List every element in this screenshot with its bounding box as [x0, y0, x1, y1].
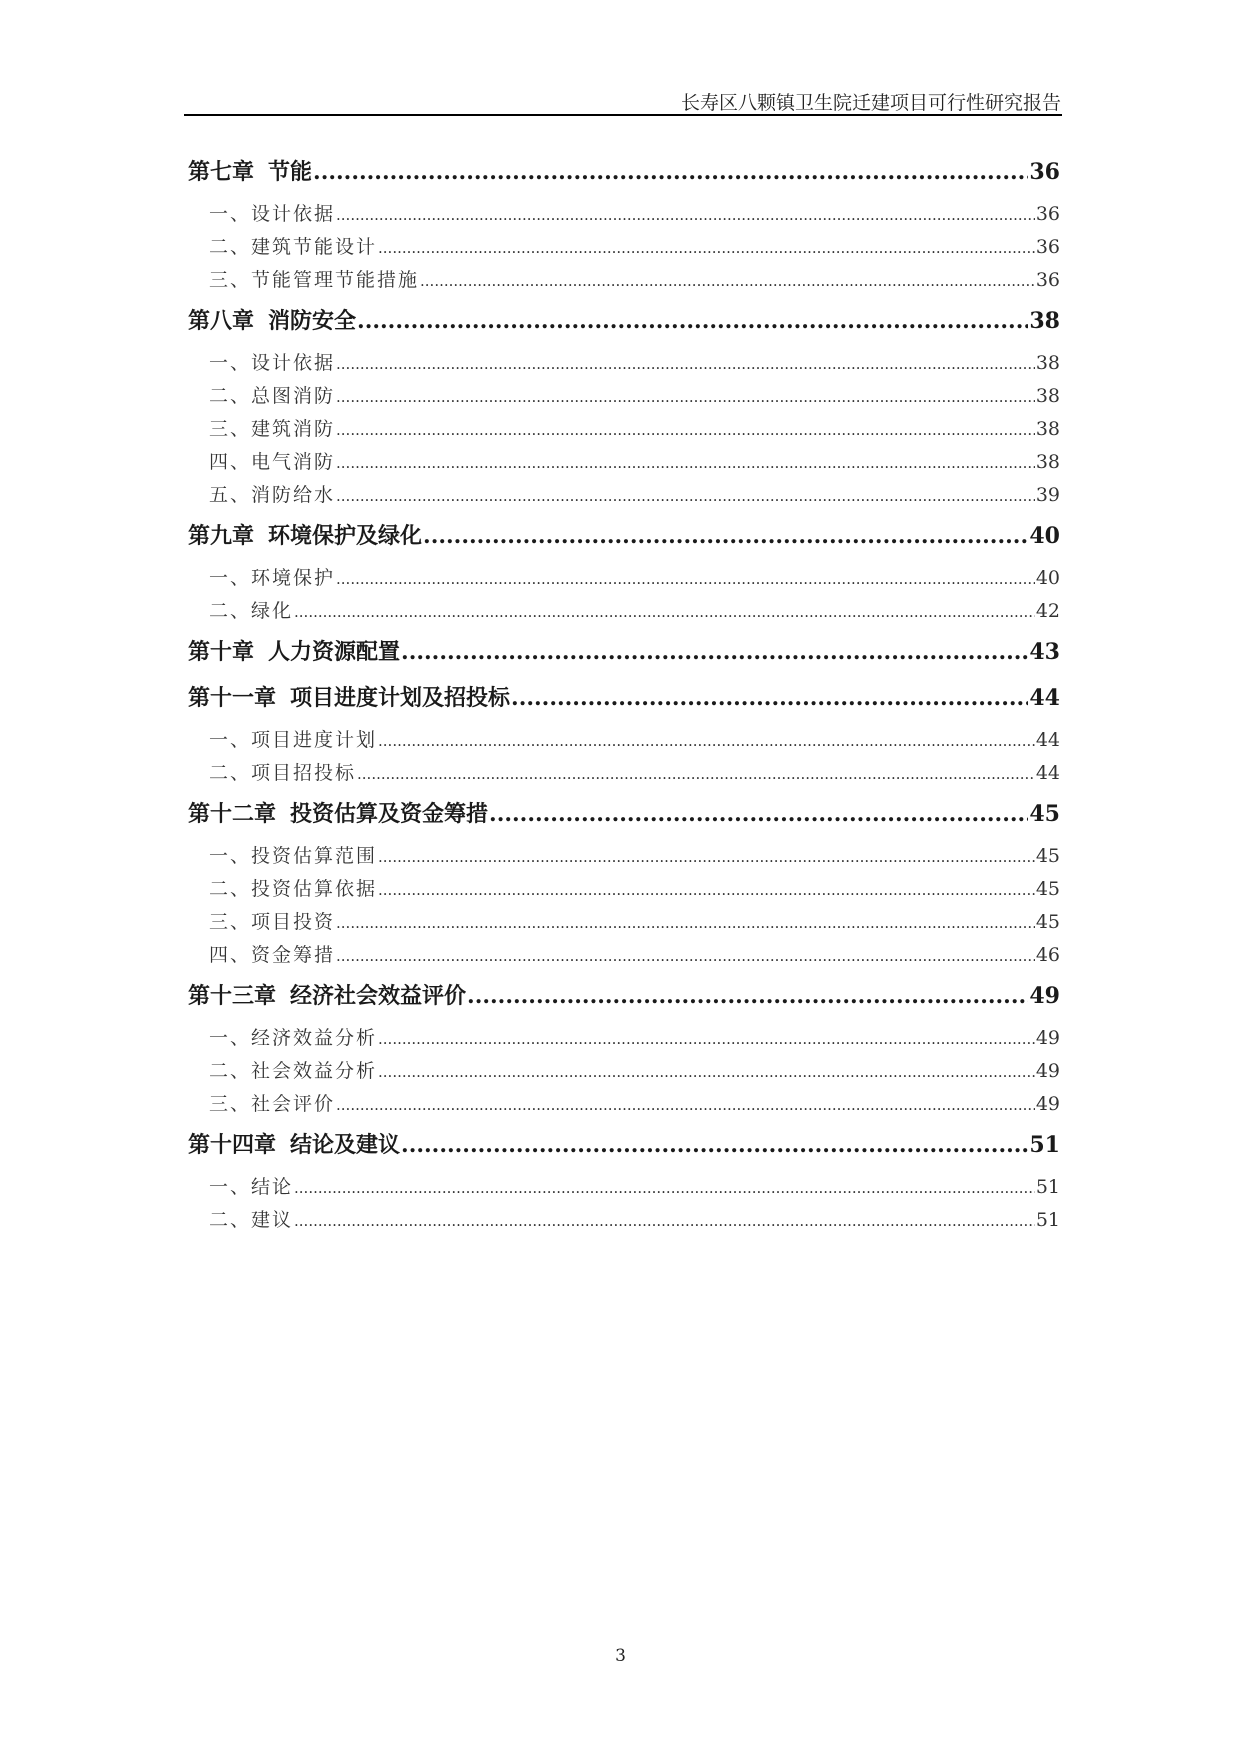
dot-leader — [336, 480, 1035, 512]
toc-page-number: 49 — [1035, 1093, 1060, 1115]
toc-page-number: 51 — [1035, 1209, 1060, 1231]
chapter-number: 第十二章 — [188, 801, 277, 827]
toc-page-number: 39 — [1035, 484, 1060, 506]
toc-page-number: 42 — [1035, 600, 1060, 622]
toc-section-entry[interactable] — [188, 562, 1060, 595]
toc-entry-title: 二、社会效益分析 — [209, 1060, 378, 1082]
running-header-title: 长寿区八颗镇卫生院迁建项目可行性研究报告 — [680, 92, 1061, 114]
toc-entry-title: 一、设计依据 — [209, 203, 336, 225]
toc-entry-title: 五、消防给水 — [209, 484, 336, 506]
toc-section-entry[interactable] — [188, 724, 1060, 757]
toc-page-number: 45 — [1035, 911, 1060, 933]
toc-section-entry[interactable] — [188, 1055, 1060, 1088]
toc-section-entry[interactable] — [188, 1022, 1060, 1055]
toc-entry-title: 一、设计依据 — [209, 352, 336, 374]
toc-section-entry[interactable] — [188, 479, 1060, 512]
toc-entry-title — [188, 632, 400, 673]
page-number: 3 — [615, 1646, 626, 1666]
toc-page-number: 38 — [1035, 352, 1060, 374]
toc-page-number: 51 — [1029, 1132, 1060, 1158]
toc-section-entry[interactable] — [188, 231, 1060, 264]
toc-section-entry[interactable] — [188, 1204, 1060, 1237]
toc-section-entry[interactable] — [188, 757, 1060, 790]
toc-entry-title: 四、资金筹措 — [209, 944, 336, 966]
toc-entry-title: 三、节能管理节能措施 — [209, 269, 420, 291]
toc-page-number: 44 — [1029, 685, 1060, 711]
toc-section-entry[interactable] — [188, 939, 1060, 972]
toc-page-number: 36 — [1029, 159, 1060, 185]
dot-leader — [294, 1205, 1035, 1237]
toc-entry-title: 三、建筑消防 — [209, 418, 336, 440]
toc-section-entry[interactable] — [188, 873, 1060, 906]
toc-entry-title: 二、绿化 — [209, 600, 294, 622]
toc-chapter-entry[interactable] — [188, 301, 1060, 342]
toc-chapter-entry[interactable] — [188, 1125, 1060, 1166]
header-rule — [184, 114, 1062, 116]
toc-page-number: 38 — [1029, 308, 1060, 334]
chapter-title: 项目进度计划及招投标 — [290, 685, 511, 711]
chapter-number: 第八章 — [188, 308, 255, 334]
toc-section-entry[interactable] — [188, 198, 1060, 231]
toc-entry-title: 四、电气消防 — [209, 451, 336, 473]
toc-entry-title — [188, 516, 422, 557]
dot-leader — [511, 678, 1028, 719]
toc-page-number: 51 — [1035, 1176, 1060, 1198]
toc-entry-title: 二、总图消防 — [209, 385, 336, 407]
dot-leader — [336, 907, 1035, 939]
chapter-number: 第十章 — [188, 639, 255, 665]
toc-page-number: 46 — [1035, 944, 1060, 966]
dot-leader — [336, 940, 1035, 972]
dot-leader — [378, 1023, 1035, 1055]
toc-section-entry[interactable] — [188, 595, 1060, 628]
toc-entry-title: 二、项目招投标 — [209, 762, 357, 784]
toc-entry-title — [188, 794, 488, 835]
toc-page-number: 43 — [1029, 639, 1060, 665]
dot-leader — [378, 725, 1035, 757]
dot-leader — [401, 1125, 1028, 1166]
toc-page-number: 45 — [1035, 845, 1060, 867]
toc-page-number: 38 — [1035, 451, 1060, 473]
dot-leader — [467, 976, 1028, 1017]
toc-entry-title: 三、项目投资 — [209, 911, 336, 933]
dot-leader — [313, 152, 1028, 193]
toc-section-entry[interactable] — [188, 380, 1060, 413]
toc-entry-title: 一、投资估算范围 — [209, 845, 378, 867]
dot-leader — [294, 1172, 1035, 1204]
dot-leader — [336, 563, 1035, 595]
toc-entry-title — [188, 678, 510, 719]
toc-page-number: 49 — [1029, 983, 1060, 1009]
dot-leader — [423, 516, 1028, 557]
toc-page-number: 45 — [1029, 801, 1060, 827]
dot-leader — [378, 841, 1035, 873]
dot-leader — [336, 447, 1035, 479]
toc-chapter-entry[interactable] — [188, 632, 1060, 673]
dot-leader — [401, 632, 1028, 673]
dot-leader — [336, 381, 1035, 413]
toc-page-number: 44 — [1035, 762, 1060, 784]
dot-leader — [336, 348, 1035, 380]
toc-section-entry[interactable] — [188, 446, 1060, 479]
toc-entry-title: 一、环境保护 — [209, 567, 336, 589]
table-of-contents — [188, 148, 1060, 1237]
chapter-title: 节能 — [268, 159, 313, 185]
toc-section-entry[interactable] — [188, 413, 1060, 446]
toc-entry-title: 一、经济效益分析 — [209, 1027, 378, 1049]
toc-entry-title: 二、建筑节能设计 — [209, 236, 378, 258]
chapter-title: 结论及建议 — [290, 1132, 401, 1158]
toc-section-entry[interactable] — [188, 906, 1060, 939]
toc-chapter-entry[interactable] — [188, 976, 1060, 1017]
chapter-number: 第九章 — [188, 523, 255, 549]
toc-entry-title — [188, 301, 356, 342]
dot-leader — [378, 232, 1035, 264]
chapter-number: 第十三章 — [188, 983, 277, 1009]
toc-entry-title: 二、建议 — [209, 1209, 294, 1231]
toc-page-number: 38 — [1035, 385, 1060, 407]
chapter-title: 人力资源配置 — [268, 639, 401, 665]
toc-page-number: 36 — [1035, 236, 1060, 258]
chapter-number: 第十一章 — [188, 685, 277, 711]
toc-section-entry[interactable] — [188, 264, 1060, 297]
toc-entry-title — [188, 976, 466, 1017]
chapter-title: 消防安全 — [268, 308, 357, 334]
toc-section-entry[interactable] — [188, 840, 1060, 873]
toc-section-entry[interactable] — [188, 1171, 1060, 1204]
toc-entry-title — [188, 1125, 400, 1166]
toc-section-entry[interactable] — [188, 347, 1060, 380]
dot-leader — [336, 199, 1035, 231]
toc-entry-title: 三、社会评价 — [209, 1093, 336, 1115]
chapter-title: 投资估算及资金筹措 — [290, 801, 489, 827]
dot-leader — [378, 1056, 1035, 1088]
dot-leader — [336, 1089, 1035, 1121]
toc-entry-title: 一、结论 — [209, 1176, 294, 1198]
chapter-number: 第七章 — [188, 159, 255, 185]
toc-entry-title: 一、项目进度计划 — [209, 729, 378, 751]
toc-page-number: 36 — [1035, 203, 1060, 225]
dot-leader — [420, 265, 1035, 297]
toc-page-number: 40 — [1029, 523, 1060, 549]
toc-entry-title: 二、投资估算依据 — [209, 878, 378, 900]
chapter-number: 第十四章 — [188, 1132, 277, 1158]
chapter-title: 环境保护及绿化 — [268, 523, 423, 549]
toc-chapter-entry[interactable] — [188, 516, 1060, 557]
dot-leader — [357, 758, 1035, 790]
toc-page-number: 40 — [1035, 567, 1060, 589]
toc-page-number: 44 — [1035, 729, 1060, 751]
toc-page-number: 38 — [1035, 418, 1060, 440]
toc-section-entry[interactable] — [188, 1088, 1060, 1121]
toc-chapter-entry[interactable] — [188, 678, 1060, 719]
dot-leader — [294, 596, 1035, 628]
toc-page-number: 49 — [1035, 1027, 1060, 1049]
chapter-title: 经济社会效益评价 — [290, 983, 467, 1009]
dot-leader — [489, 794, 1028, 835]
dot-leader — [336, 414, 1035, 446]
dot-leader — [378, 874, 1035, 906]
toc-page-number: 45 — [1035, 878, 1060, 900]
toc-chapter-entry[interactable] — [188, 794, 1060, 835]
toc-chapter-entry[interactable] — [188, 152, 1060, 193]
toc-entry-title — [188, 152, 312, 193]
toc-page-number: 49 — [1035, 1060, 1060, 1082]
toc-page-number: 36 — [1035, 269, 1060, 291]
dot-leader — [357, 301, 1028, 342]
